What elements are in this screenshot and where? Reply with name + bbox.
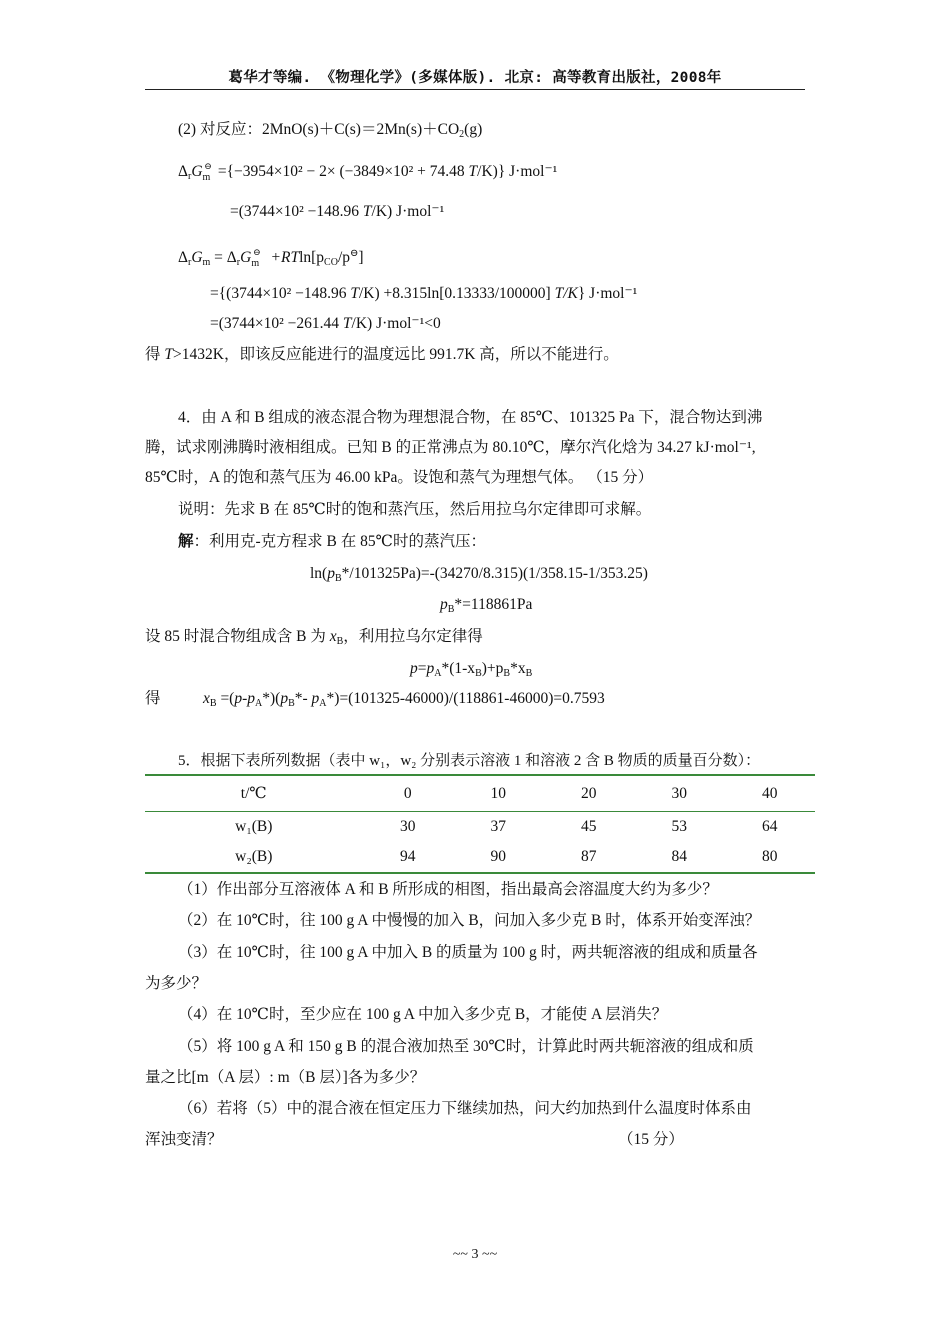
q5-sub1: （1）作出部分互溶液体 A 和 B 所形成的相图，指出最高会溶温度大约为多少？ [178,881,718,898]
q3-eq4: ={(3744×10² −148.96 T/K) +8.315ln[0.13333/100000] T/K} J·mol⁻¹ [210,285,638,302]
table-cell: 80 [724,842,815,873]
q5-sub2: （2）在 10℃时，往 100 g A 中慢慢的加入 B，问加入多少克 B 时，体系开始变浑浊？ [178,912,761,929]
q4-result-label: 得 [145,690,161,707]
table-header-cell: 0 [363,775,453,812]
q3-eq1: $\Delta_rG_m^⊖ =\{-3954\times 10^2 - 2\times (-3849\times 10^2 + 74.48$ T/K)} J·mol⁻¹ [178,161,558,183]
q5-sub4: （4）在 10℃时，至少应在 100 g A 中加入多少克 B，才能使 A 层消失？ [178,1006,668,1023]
page-number: ~~ 3 ~~ [452,1247,498,1262]
table-row-label: w₁(B) [235,818,273,835]
q3-eq2: =(3744×10² −148.96 T/K) J·mol⁻¹ [230,203,445,220]
table-cell: 30 [400,818,416,835]
q5-intro: 5．根据下表所列数据（表中 w₁，w₂ 分别表示溶液 1 和溶液 2 含 B 物质的质量百分数）： [178,753,761,769]
table-header-cell: 30 [634,775,724,812]
q4-xb-result: $x_B =(p-p_A*)(p_B*-$ $p_A*)=(101325-46000)/(118861-46000)=0.7593$ [203,690,605,709]
q5-sub3b: 为多少？ [145,975,208,992]
table-cell: 53 [671,818,687,835]
q5-score: （15 分） [618,1131,684,1148]
q3-part2-reaction: (2) 对反应：$2MnO(s)+C(s)=2Mn(s)+CO_2(g)$ [178,121,483,140]
table-cell: 90 [453,842,543,873]
q4-line1: 4．由 A 和 B 组成的液态混合物为理想混合物，在 85℃、101325 Pa 下，混合物达到沸 [178,409,763,426]
table-header-cell: 10 [453,775,543,812]
table-header-cell: 40 [724,775,815,812]
q4-raoult-law: $p=p_A*(1-x_B)+p_B*x_B$ [410,660,533,679]
q5-data-table [145,774,815,874]
table-row-label: w₂(B) [145,842,363,873]
q4-ln-equation: $\ln(p_B*/101325Pa)=-(34270/8.315)(1/358.15-1/353.25)$ [310,565,648,584]
table-cell: 64 [761,818,778,835]
table-header-cell: t/℃ [145,775,363,812]
table-cell: 37 [490,818,507,835]
q4-solution-intro: 解：利用克-克方程求 B 在 85℃时的蒸汽压： [178,533,486,550]
q4-pb-value: $p_B*=118861Pa$ [440,596,533,615]
table-header-row [145,775,815,812]
q5-sub6b: 浑浊变清？ [145,1131,223,1148]
table-cell: 94 [363,842,453,873]
table-cell: 84 [634,842,724,873]
q4-assumption: 设 85 时混合物组成含 B 为 $x_B$，利用拉乌尔定律得 [145,628,483,647]
header-rule [145,89,805,90]
table-row [145,812,815,843]
q5-sub6a: （6）若将（5）中的混合液在恒定压力下继续加热，问大约加热到什么温度时体系由 [178,1100,752,1117]
q3-eq5: =(3744×10² −261.44 T/K) J·mol⁻¹<0 [210,315,441,332]
table-row [145,842,815,873]
q4-line2: 腾，试求刚沸腾时液相组成。已知 B 的正常沸点为 80.10℃，摩尔汽化焓为 34.27 kJ·mol⁻¹, [145,439,756,456]
table-cell: 87 [544,842,634,873]
q5-sub5b: 量之比[m（A 层）: m（B 层）]各为多少？ [145,1069,426,1086]
page-header: 葛华才等编. 《物理化学》(多媒体版). 北京: 高等教育出版社，2008年 [228,70,722,86]
q3-eq3: $\Delta_rG_m = \Delta_rG_m^⊖ +RTln[p_{CO}/p^⊖]$ [178,247,364,269]
q5-sub3a: （3）在 10℃时，往 100 g A 中加入 B 的质量为 100 g 时，两共轭溶液的组成和质量各 [178,944,758,961]
q4-line3: 85℃时，A 的饱和蒸气压为 46.00 kPa。设饱和蒸气为理想气体。 （15 分） [145,469,654,486]
table-cell: 45 [581,818,597,835]
q3-conclusion: 得 T>1432K，即该反应能进行的温度远比 991.7K 高，所以不能进行。 [145,346,619,363]
table-header-cell: 20 [544,775,634,812]
q5-sub5a: （5）将 100 g A 和 150 g B 的混合液加热至 30℃时，计算此时两共轭溶液的组成和质 [178,1038,754,1055]
q4-note: 说明：先求 B 在 85℃时的饱和蒸汽压，然后用拉乌尔定律即可求解。 [178,501,652,518]
